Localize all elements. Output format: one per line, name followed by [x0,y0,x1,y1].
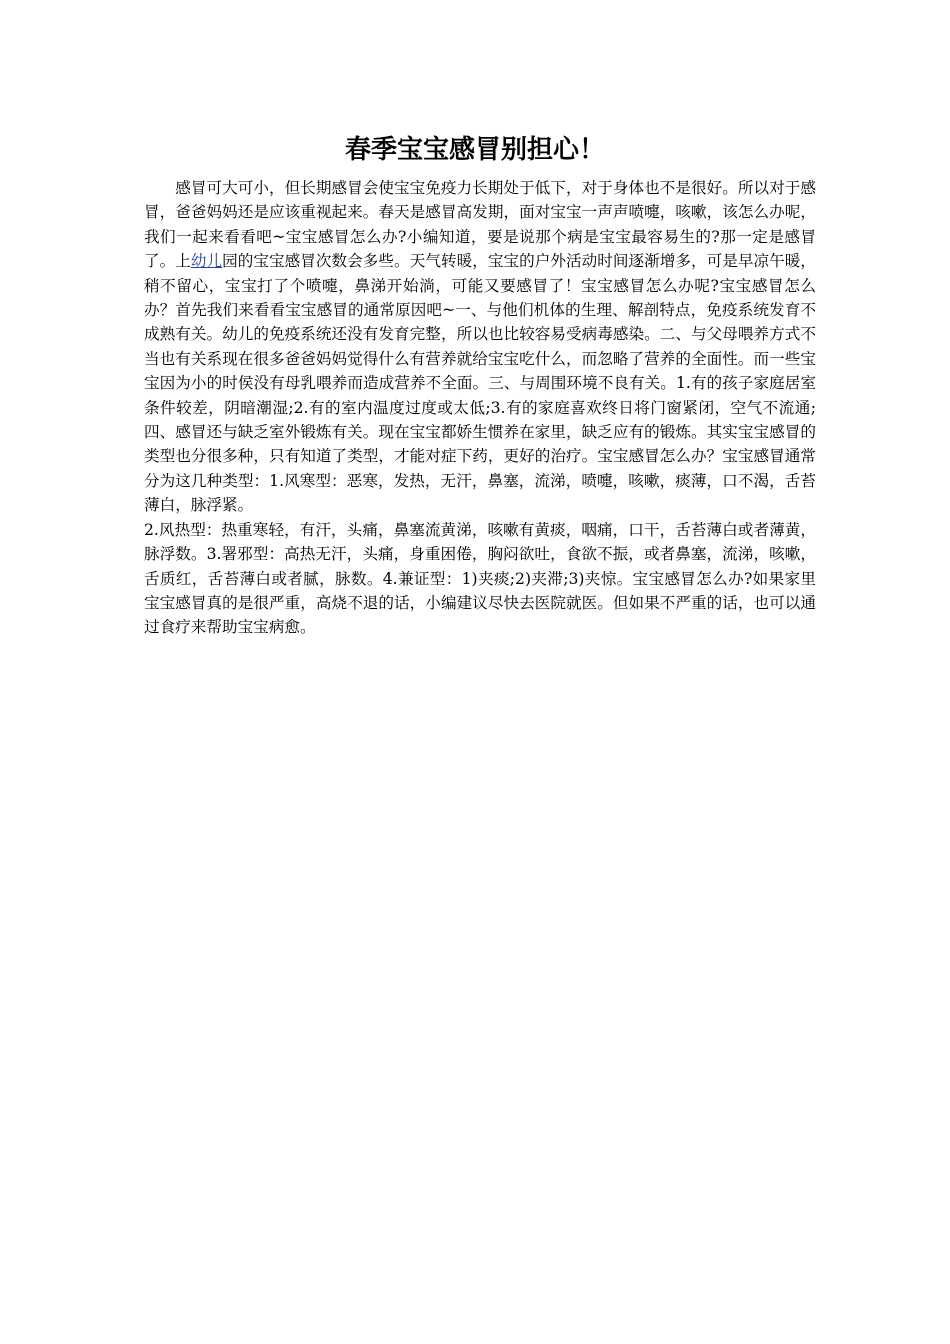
document-body [144,176,816,640]
kindergarten-link[interactable]: 幼儿 [190,252,223,271]
paragraph-1 [144,176,816,518]
paragraph-1-text-before-link: 感冒可大可小，但长期感冒会使宝宝免疫力长期处于低下，对于身体也不是很好。所以对于感冒，爸爸妈妈还是应该重视起来。春天是感冒高发期，面对宝宝一声声喷嚏，咳嗽，该怎么办呢，我们一起来看看吧~宝宝感冒怎么办?小编知道，要是说那个病是宝宝最容易生的?那一定是感冒了。上 [144,179,816,271]
document-title: 春季宝宝感冒别担心！ [344,135,605,165]
paragraph-2: 2.风热型：热重寒轻，有汗，头痛，鼻塞流黄涕，咳嗽有黄痰，咽痛，口干，舌苔薄白或者薄黄，脉浮数。3.署邪型：高热无汗，头痛，身重困倦，胸闷欲吐，食欲不振，或者鼻塞，流涕，咳嗽，舌质红，舌苔薄白或者腻，脉数。4.兼证型：1)夹痰;2)夹滞;3)夹惊。宝宝感冒怎么办?如果家里宝宝感冒真的是很严重，高烧不退的话，小编建议尽快去医院就医。但如果不严重的话，也可以通过食疗来帮助宝宝病愈。 [144,520,816,637]
paragraph-1-text-after-link: 园的宝宝感冒次数会多些。天气转暖，宝宝的户外活动时间逐渐增多，可是早凉午暖，稍不留心，宝宝打了个喷嚏，鼻涕开始淌，可能又要感冒了！宝宝感冒怎么办呢?宝宝感冒怎么办？首先我们来看看宝宝感冒的通常原因吧~一、与他们机体的生理、解剖特点，免疫系统发育不成熟有关。幼儿的免疫系统还没有发育完整，所以也比较容易受病毒感染。二、与父母喂养方式不当也有关系现在很多爸爸妈妈觉得什么有营养就给宝宝吃什么，而忽略了营养的全面性。而一些宝宝因为小的时侯没有母乳喂养而造成营养不全面。三、与周围环境不良有关。1.有的孩子家庭居室条件较差，阴暗潮湿;2.有的室内温度过度或太低;3.有的家庭喜欢终日将门窗紧闭，空气不流通;四、感冒还与缺乏室外锻炼有关。现在宝宝都娇生惯养在家里，缺乏应有的锻炼。其实宝宝感冒的类型也分很多种，只有知道了类型，才能对症下药，更好的治疗。宝宝感冒怎么办？宝宝感冒通常分为这几种类型：1.风寒型：恶寒，发热，无汗，鼻塞，流涕，喷嚏，咳嗽，痰薄，口不渴，舌苔薄白，脉浮紧。 [144,252,816,515]
